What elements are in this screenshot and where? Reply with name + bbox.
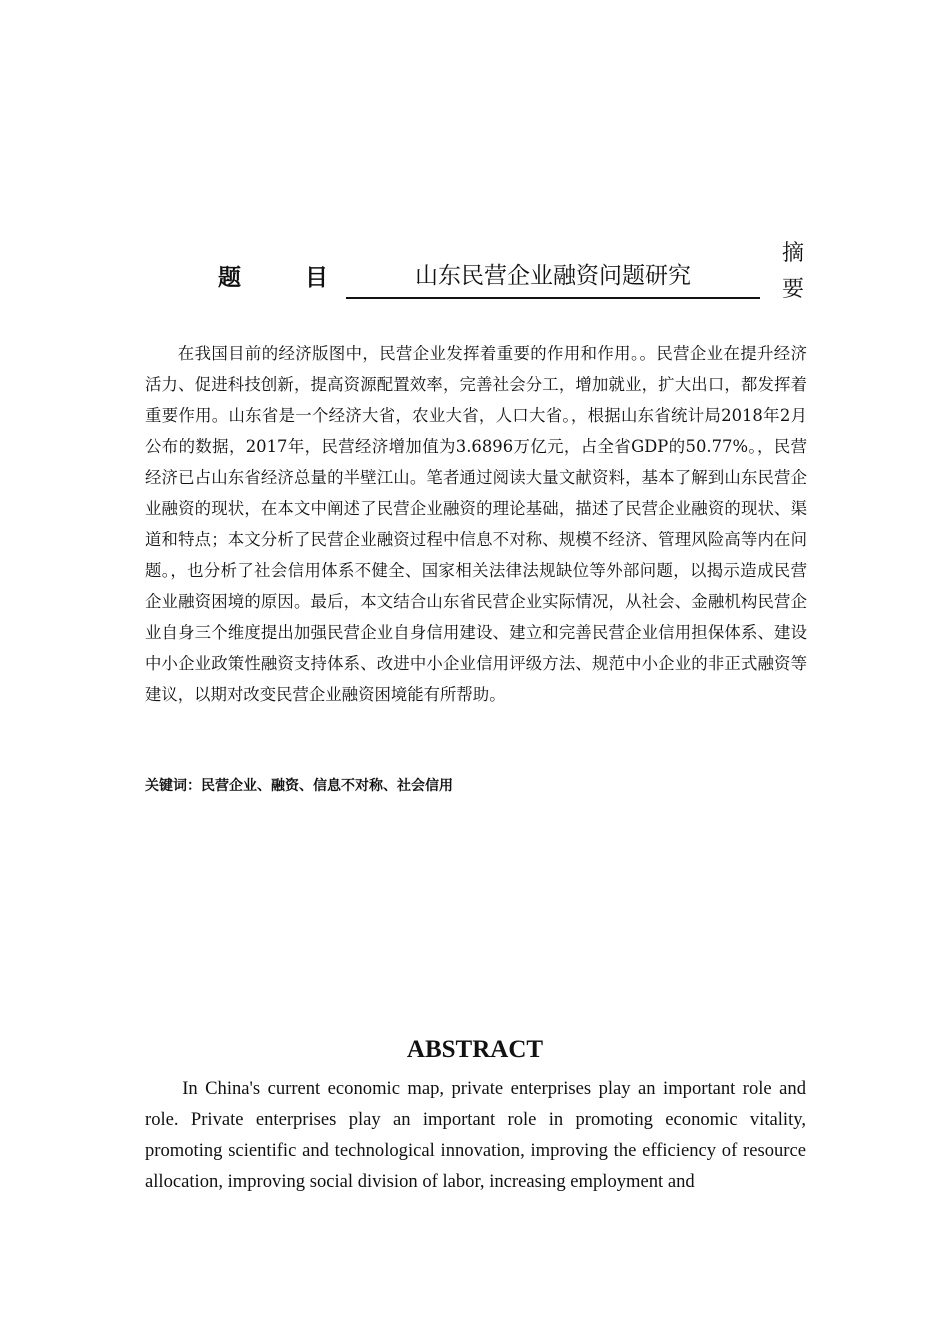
keywords: 关键词：民营企业、融资、信息不对称、社会信用 (145, 778, 453, 794)
title-label: 题 目 (218, 265, 357, 291)
abstract-en-heading: ABSTRACT (406, 1036, 544, 1063)
abstract-cn-heading-char-2: 要 (781, 277, 804, 302)
abstract-cn-heading-char-1: 摘 (781, 241, 804, 266)
abstract-cn-body: 在我国目前的经济版图中，民营企业发挥着重要的作用和作用。。民营企业在提升经济活力、促进科技创新，提高资源配置效率，完善社会分工，增加就业，扩大出口，都发挥着重要作用。山东省是一个经济大省，农业大省，人口大省。，根据山东省统计局2018年2月公布的数据，2017年，民营经济增加值为3.6896万亿元，占全省GDP的50.77%。，民营经济已占山东省经济总量的半壁江山。笔者通过阅读大量文献资料，基本了解到山东民营企业融资的现状，在本文中阐述了民营企业融资的理论基础，描述了民营企业融资的现状、渠道和特点；本文分析了民营企业融资过程中信息不对称、规模不经济、管理风险高等内在问题。，也分析了社会信用体系不健全、国家相关法律法规缺位等外部问题，以揭示造成民营企业融资困境的原因。最后，本文结合山东省民营企业实际情况，从社会、金融机构民营企业自身三个维度提出加强民营企业自身信用建设、建立和完善民营企业信用担保体系、建设中小企业政策性融资支持体系、改进中小企业信用评级方法、规范中小企业的非正式融资等建议，以期对改变民营企业融资困境能有所帮助。 (145, 344, 807, 704)
abstract-cn-heading (778, 236, 808, 308)
abstract-en-body: In China's current economic map, private enterprises play an important role and role. Private enterprises play an important role in promoting economic vitality, promoting scientific and technological innovation, improving the efficiency of resource allocation, improving social division of labor, increasing employment and (145, 1078, 806, 1192)
thesis-title: 山东民营企业融资问题研究 (346, 259, 760, 299)
